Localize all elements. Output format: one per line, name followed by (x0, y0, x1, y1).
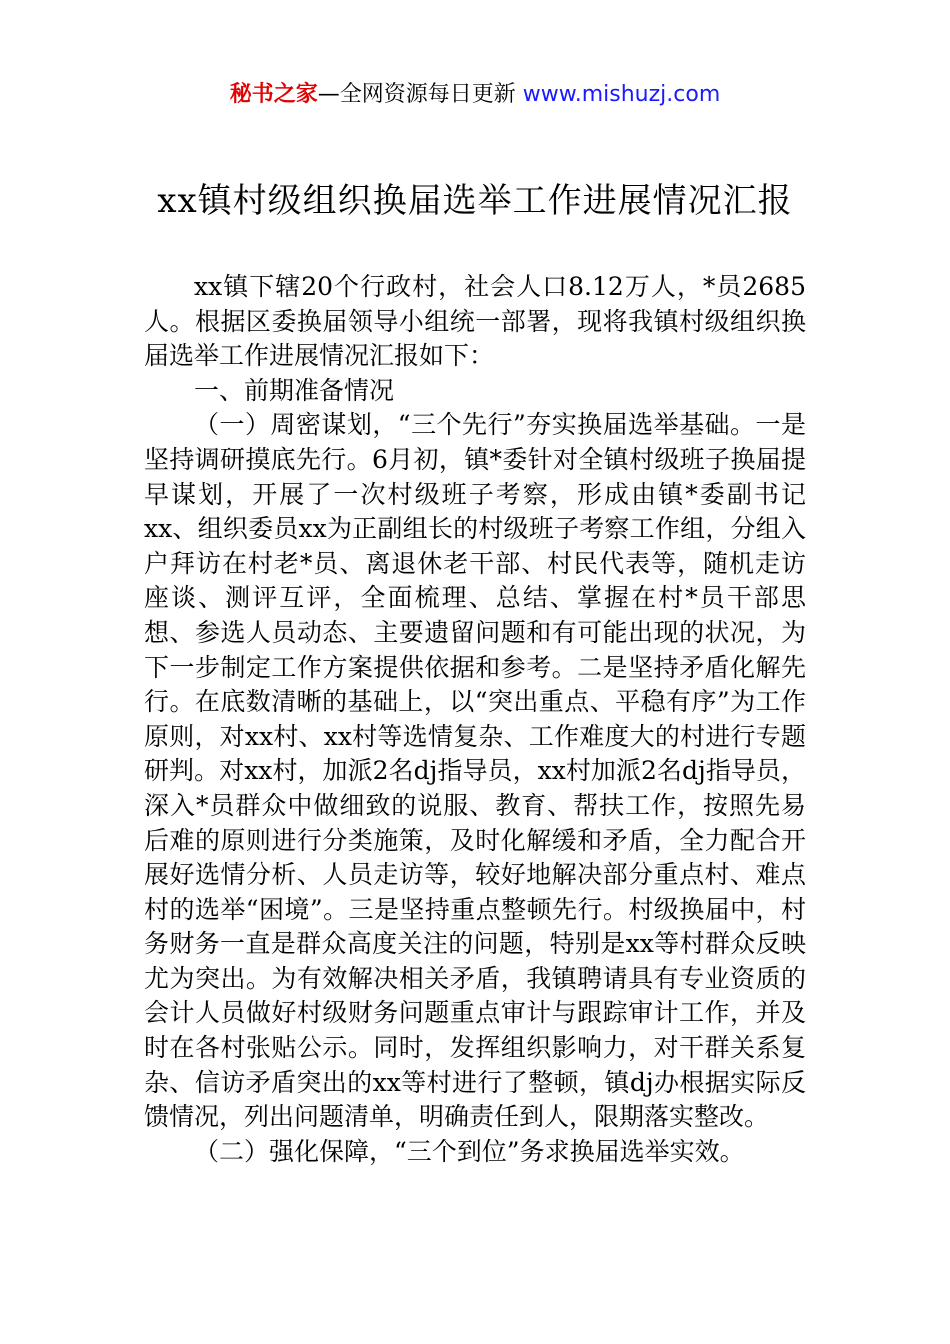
body-paragraph: （一）周密谋划，“三个先行”夯实换届选举基础。一是坚持调研摸底先行。6月初，镇*委针对全镇村级班子换届提早谋划，开展了一次村级班子考察，形成由镇*委副书记xx、组织委员xx为正副组长的村级班子考察工作组，分组入户拜访在村老*员、离退休老干部、村民代表等，随机走访座谈、测评互评，全面梳理、总结、掌握在村*员干部思想、参选人员动态、主要遗留问题和有可能出现的状况，为下一步制定工作方案提供依据和参考。二是坚持矛盾化解先行。在底数清晰的基础上，以“突出重点、平稳有序”为工作原则，对xx村、xx村等选情复杂、工作难度大的村进行专题研判。对xx村，加派2名dj指导员，xx村加派2名dj指导员，深入*员群众中做细致的说服、教育、帮扶工作，按照先易后难的原则进行分类施策，及时化解缓和矛盾，全力配合开展好选情分析、人员走访等，较好地解决部分重点村、难点村的选举“困境”。三是坚持重点整顿先行。村级换届中，村务财务一直是群众高度关注的问题，特别是xx等村群众反映尤为突出。为有效解决相关矛盾，我镇聘请具有专业资质的会计人员做好村级财务问题重点审计与跟踪审计工作，并及时在各村张贴公示。同时，发挥组织影响力，对干群关系复杂、信访矛盾突出的xx等村进行了整顿，镇dj办根据实际反馈情况，列出问题清单，明确责任到人，限期落实整改。 (144, 410, 806, 1132)
subsection-heading: （二）强化保障，“三个到位”务求换届选举实效。 (194, 1136, 745, 1166)
document-title: xx镇村级组织换届选举工作进展情况汇报 (157, 181, 793, 221)
section-heading: 一、前期准备情况 (194, 375, 395, 405)
intro-paragraph: xx镇下辖20个行政村，社会人口8.12万人，*员2685人。根据区委换届领导小组统一部署，现将我镇村级组织换届选举工作进展情况汇报如下： (144, 272, 806, 371)
site-tagline: —全网资源每日更新 (317, 82, 516, 107)
site-url-link[interactable]: www.mishuzj.com (522, 82, 721, 107)
site-brand: 秘书之家 (229, 82, 318, 107)
site-header (0, 78, 950, 112)
document-body (144, 270, 806, 1169)
